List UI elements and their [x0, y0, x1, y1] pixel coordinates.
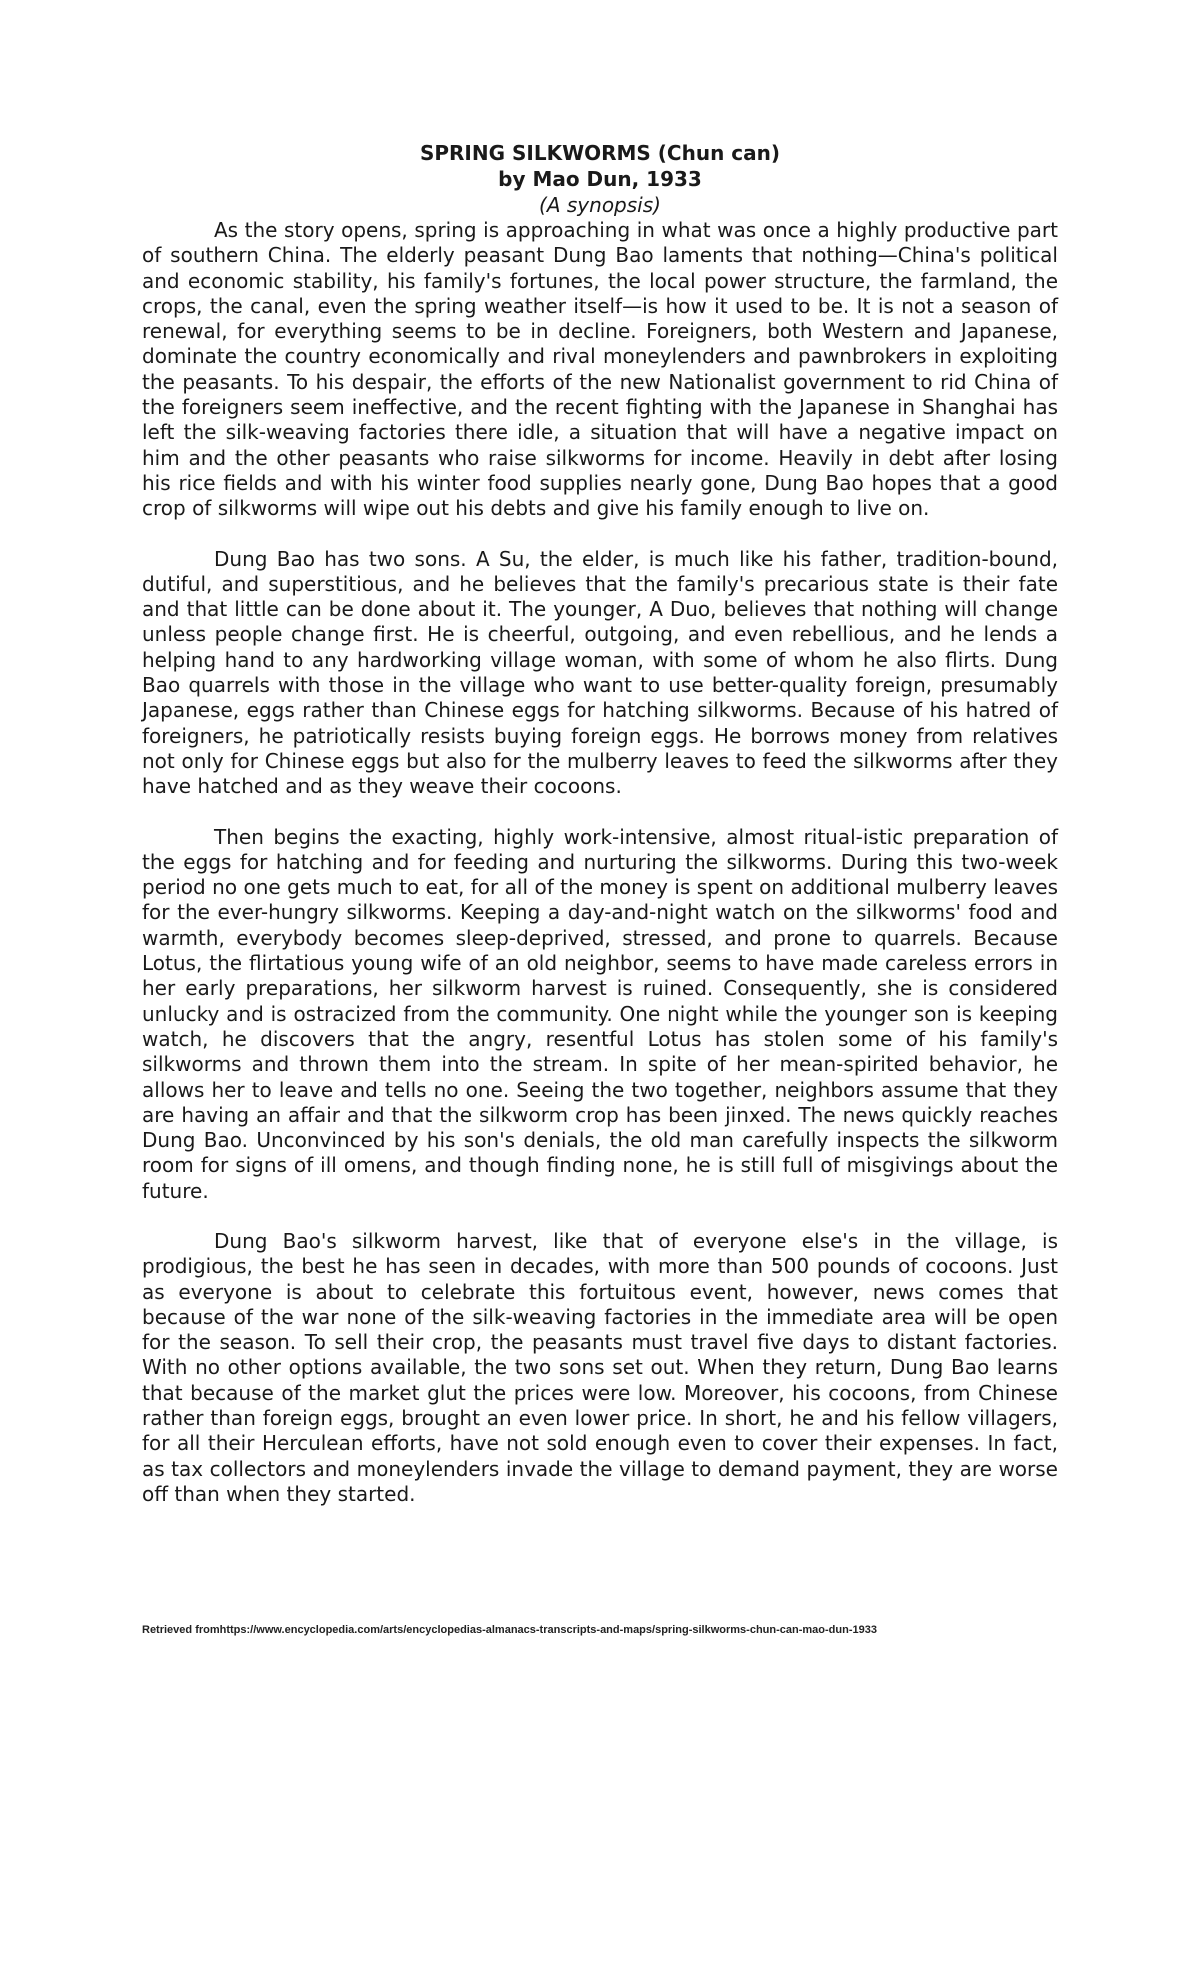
paragraph-1: As the story opens, spring is approaching in what was once a highly productive part of southern China. The elderly peasant Dung Bao laments that nothing—China's political and economic stability, his family's fortunes, the local power structure, the farmland, the crops, the canal, even the spring weather itself—is how it used to be. It is not a season of renewal, for everything seems to be in decline. Foreigners, both Western and Japanese, dominate the country economically and rival moneylenders and pawnbrokers in exploiting the peasants. To his despair, the efforts of the new Nationalist government to rid China of the foreigners seem ineffective, and the recent fighting with the Japanese in Shanghai has left the silk-weaving factories there idle, a situation that will have a negative impact on him and the other peasants who raise silkworms for income. Heavily in debt after losing his rice fields and with his winter food supplies nearly gone, Dung Bao hopes that a good crop of silkworms will wipe out his debts and give his family enough to live on. — [142, 218, 1058, 521]
document-body — [142, 140, 1058, 1532]
paragraph-4: Dung Bao's silkworm harvest, like that of everyone else's in the village, is prodigious, the best he has seen in decades, with more than 500 pounds of cocoons. Just as everyone is about to celebrate this fortuitous event, however, news comes that because of the war none of the silk-weaving factories in the immediate area will be open for the season. To sell their crop, the peasants must travel five days to distant factories. With no other options available, the two sons set out. When they return, Dung Bao learns that because of the market glut the prices were low. Moreover, his cocoons, from Chinese rather than foreign eggs, brought an even lower price. In short, he and his fellow villagers, for all their Herculean efforts, have not sold enough even to cover their expenses. In fact, as tax collectors and moneylenders invade the village to demand payment, they are worse off than when they started. — [142, 1228, 1058, 1506]
source-citation: Retrieved fromhttps://www.encyclopedia.com/arts/encyclopedias-almanacs-transcripts-and-maps/spring-silkworms-chun-can-mao-dun-1933 — [142, 1624, 877, 1636]
document-title: SPRING SILKWORMS (Chun can) — [419, 141, 781, 165]
document-byline: by Mao Dun, 1933 — [498, 167, 702, 191]
paragraph-3: Then begins the exacting, highly work-intensive, almost ritual-istic preparation of the eggs for hatching and for feeding and nurturing the silkworms. During this two-week period no one gets much to eat, for all of the money is spent on additional mulberry leaves for the ever-hungry silkworms. Keeping a day-and-night watch on the silkworms' food and warmth, everybody becomes sleep-deprived, stressed, and prone to quarrels. Because Lotus, the flirtatious young wife of an old neighbor, seems to have made careless errors in her early preparations, her silkworm harvest is ruined. Consequently, she is considered unlucky and is ostracized from the community. One night while the younger son is keeping watch, he discovers that the angry, resentful Lotus has stolen some of his family's silkworms and thrown them into the stream. In spite of her mean-spirited behavior, he allows her to leave and tells no one. Seeing the two together, neighbors assume that they are having an affair and that the silkworm crop has been jinxed. The news quickly reaches Dung Bao. Unconvinced by his son's denials, the old man carefully inspects the silkworm room for signs of ill omens, and though finding none, he is still full of misgivings about the future. — [142, 824, 1058, 1203]
paragraph-2: Dung Bao has two sons. A Su, the elder, is much like his father, tradition-bound, dutiful, and superstitious, and he believes that the family's precarious state is their fate and that little can be done about it. The younger, A Duo, believes that nothing will change unless people change first. He is cheerful, outgoing, and even rebellious, and he lends a helping hand to any hardworking village woman, with some of whom he also flirts. Dung Bao quarrels with those in the village who want to use better-quality foreign, presumably Japanese, eggs rather than Chinese eggs for hatching silkworms. Because of his hatred of foreigners, he patriotically resists buying foreign eggs. He borrows money from relatives not only for Chinese eggs but also for the mulberry leaves to feed the silkworms after they have hatched and as they weave their cocoons. — [142, 546, 1058, 799]
document-subtitle: (A synopsis) — [539, 193, 661, 217]
